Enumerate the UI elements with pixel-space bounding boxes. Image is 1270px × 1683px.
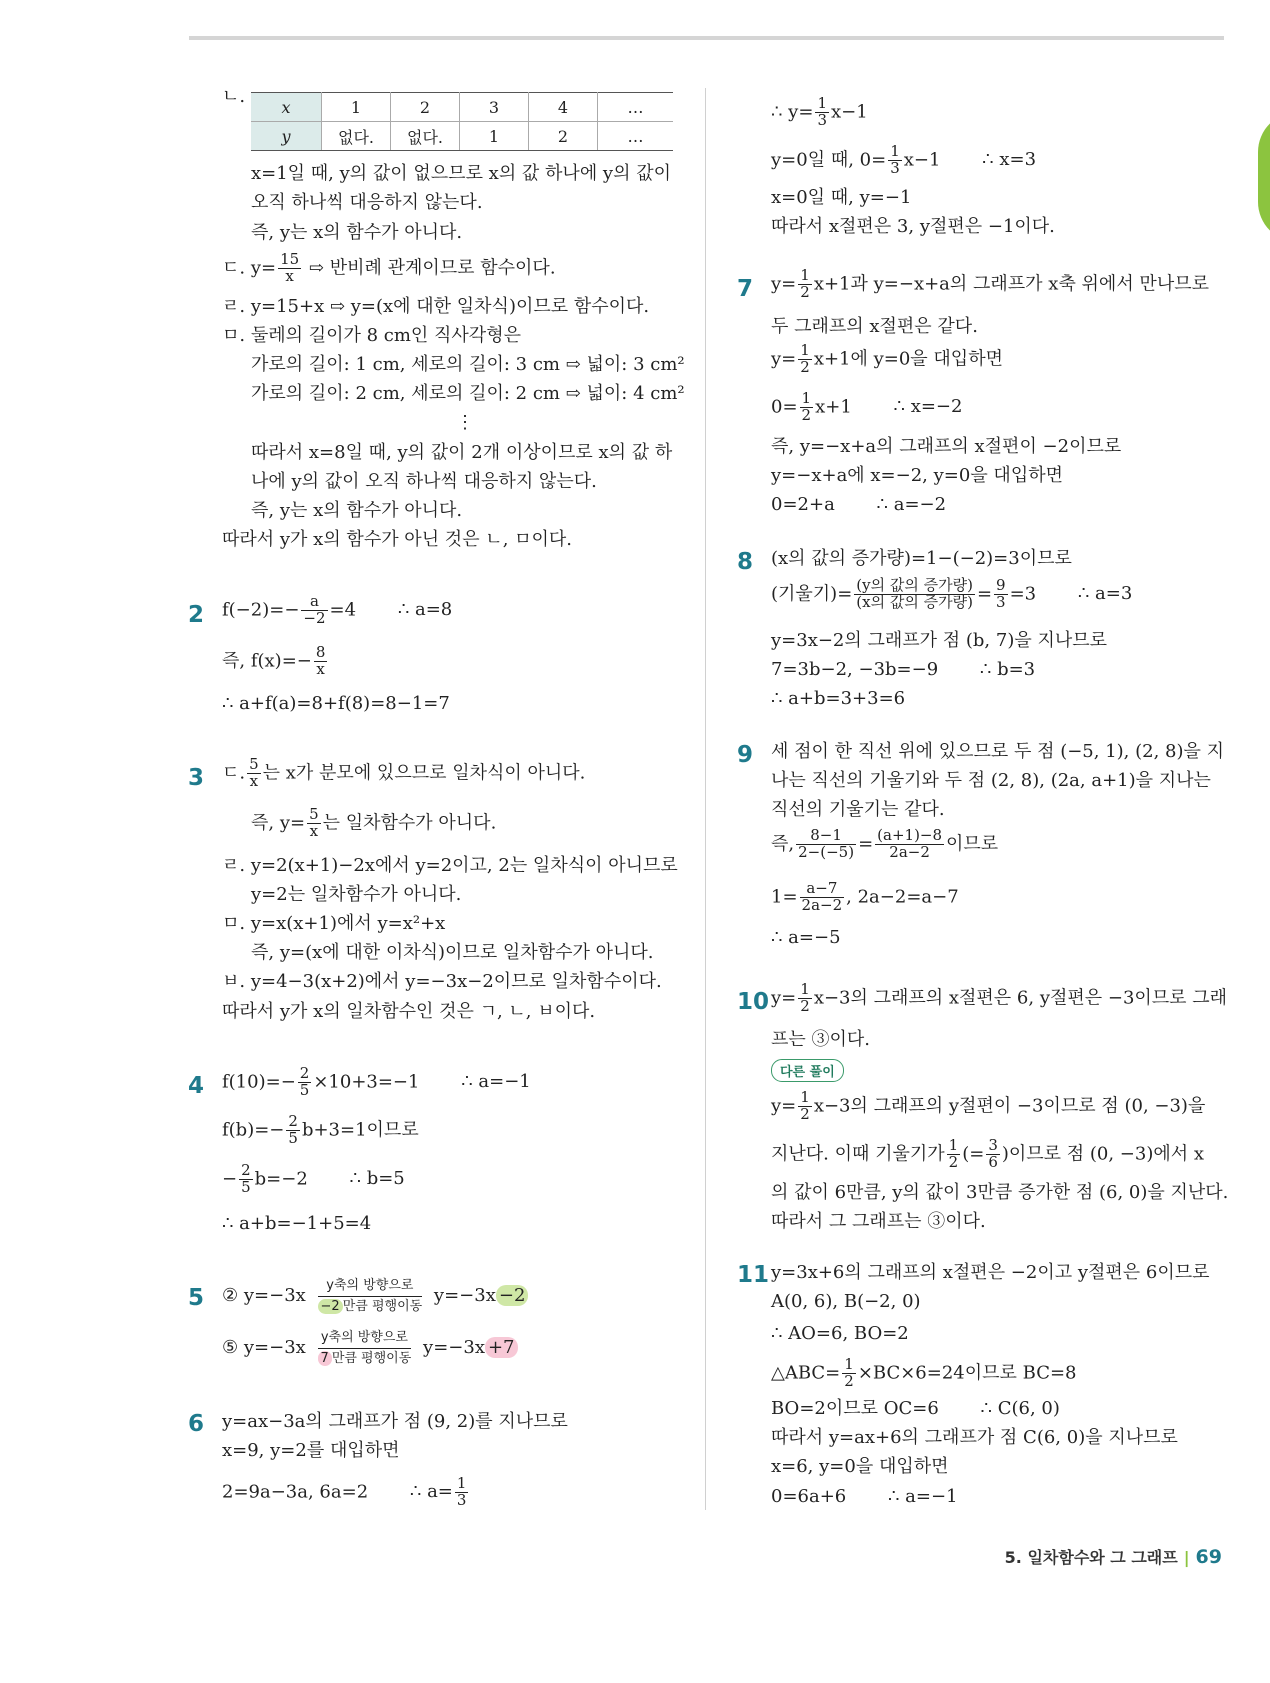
table-cell: … [598, 93, 674, 122]
text-span: , 2a−2=a−7 [846, 886, 959, 908]
numerator: 2 [241, 1161, 251, 1179]
text-line [771, 982, 1227, 1015]
numerator: 8−1 [796, 828, 856, 845]
text-line: ㄹ. y=2(x+1)−2x에서 y=2이고, 2는 일차식이 아니므로 [222, 855, 678, 876]
fraction [301, 594, 327, 627]
text-span: y=−3x [423, 1337, 485, 1359]
alt-solution-badge: 다른 풀이 [771, 1059, 844, 1082]
numerator: 1 [890, 142, 900, 160]
text-line: x=1일 때, y의 값이 없으므로 x의 값 하나에 y의 값이 [251, 163, 671, 184]
denominator: 2 [800, 282, 810, 301]
highlight: −2 [318, 1299, 343, 1314]
text-line: y=−x+a에 x=−2, y=0을 대입하면 [771, 465, 1063, 486]
text-line: 직선의 기울기는 같다. [771, 799, 945, 820]
text-line: y=ax−3a의 그래프가 점 (9, 2)를 지나므로 [222, 1411, 568, 1432]
denominator: 3 [817, 110, 827, 129]
text-line: (x의 값의 증가량)=1−(−2)=3이므로 [771, 548, 1072, 569]
table-cell: 없다. [322, 122, 391, 151]
problem-number: 5 [188, 1285, 205, 1311]
text-line [222, 594, 452, 627]
text-line [771, 881, 959, 914]
problem-number: 7 [737, 276, 754, 302]
text-span: y= [771, 348, 797, 370]
text-span: x−3의 그래프의 y절편이 −3이므로 점 (0, −3)을 [813, 1095, 1206, 1117]
text-line [771, 268, 1209, 301]
fraction [314, 645, 328, 678]
denominator: x [249, 771, 259, 790]
problem-number: 3 [188, 765, 205, 791]
text-span: ∴ C(6, 0) [980, 1398, 1060, 1419]
fraction [815, 96, 829, 129]
problem-number: 6 [188, 1411, 205, 1437]
text-span: ㄷ. [222, 762, 246, 784]
fraction [307, 807, 321, 840]
text-span: = [976, 583, 993, 605]
text-span: )이므로 점 (0, −3)에서 x [1001, 1143, 1205, 1165]
text-line: x=6, y=0을 대입하면 [771, 1456, 949, 1477]
text-line [771, 1357, 1077, 1390]
text-line: 나에 y의 값이 오직 하나씩 대응하지 않는다. [251, 471, 597, 492]
numerator: 1 [801, 389, 812, 407]
text-line: 즉, y=−x+a의 그래프의 x절편이 −2이므로 [771, 436, 1122, 457]
text-line: ∴ a=−5 [771, 927, 841, 948]
translation-row [222, 1330, 518, 1366]
fraction [994, 578, 1008, 611]
translation-arrow [318, 1330, 412, 1366]
fraction [947, 1138, 961, 1171]
text-line [771, 659, 1035, 681]
fraction [286, 1114, 300, 1147]
page-footer [1005, 1545, 1222, 1568]
arrow-line [318, 1348, 412, 1349]
denominator: 3 [456, 1490, 467, 1509]
text-line: ㄹ. y=15+x ⇨ y=(x에 대한 일차식)이므로 함수이다. [222, 296, 650, 317]
text-line: 즉, y는 x의 함수가 아니다. [251, 500, 463, 521]
table-cell: x [251, 93, 322, 122]
numerator: 9 [996, 576, 1006, 594]
text-line: 나는 직선의 기울기와 두 점 (2, 8), (2a, a+1)을 지나는 [771, 770, 1211, 791]
text-span: y= [771, 987, 797, 1009]
text-span: y= [771, 1095, 797, 1117]
text-span: ∴ a=−2 [876, 494, 947, 515]
denominator: x [316, 659, 325, 678]
numerator: 1 [800, 980, 810, 998]
text-span: x+1 [815, 396, 852, 418]
chapter-side-tab [1258, 112, 1270, 242]
item-label: ㄴ. [222, 86, 246, 107]
problem-number: 9 [737, 742, 754, 768]
fraction [247, 757, 261, 790]
table-cell: 없다. [391, 122, 460, 151]
fraction [800, 881, 845, 914]
chapter-title: 5. 일차함수와 그 그래프 [1004, 1548, 1178, 1567]
text-span: △ABC= [771, 1362, 841, 1384]
text-span: f(10)=− [222, 1071, 296, 1093]
text-span: y=−3x [433, 1285, 496, 1307]
denominator: 2 [800, 357, 810, 376]
text-line [771, 828, 998, 861]
text-line: ㅁ. y=x(x+1)에서 y=x²+x [222, 913, 446, 934]
text-span: 7=3b−2, −3b=−9 [771, 659, 939, 680]
text-line: 오직 하나씩 대응하지 않는다. [251, 192, 483, 213]
text-line [222, 757, 585, 790]
text-span: y=0일 때, 0= [771, 149, 887, 171]
text-line [222, 1163, 405, 1196]
fraction [278, 252, 301, 285]
problem-number: 11 [737, 1262, 770, 1288]
text-span: x+1에 y=0을 대입하면 [813, 348, 1003, 370]
text-line: 가로의 길이: 2 cm, 세로의 길이: 2 cm ⇨ 넓이: 4 cm² [251, 383, 685, 404]
text-line: y=3x−2의 그래프가 점 (b, 7)을 지나므로 [771, 630, 1108, 651]
text-line: 따라서 x=8일 때, y의 값이 2개 이상이므로 x의 값 하 [251, 442, 673, 463]
denominator: 2 [948, 1152, 959, 1171]
text-span: =4 [329, 599, 357, 621]
xy-table [251, 92, 673, 151]
text-line [771, 391, 962, 424]
text-line: 세 점이 한 직선 위에 있으므로 두 점 (−5, 1), (2, 8)을 지 [771, 741, 1225, 762]
fraction [986, 1138, 1000, 1171]
problem-number: 10 [737, 989, 770, 1015]
table-cell: 4 [529, 93, 598, 122]
fraction [888, 144, 902, 177]
text-span: y= [771, 273, 797, 295]
text-line: ∴ a+f(a)=8+f(8)=8−1=7 [222, 693, 450, 714]
text-line [222, 1066, 531, 1099]
numerator: 1 [800, 341, 810, 359]
text-span: ∴ a=−1 [461, 1071, 531, 1093]
table-cell: 3 [460, 93, 529, 122]
table-cell: y [251, 122, 322, 151]
numerator: 3 [988, 1136, 998, 1154]
text-span: 즉, f(x)=− [222, 650, 312, 672]
numerator: 1 [844, 1355, 854, 1373]
text-span: 이므로 [946, 833, 999, 855]
text-span: ㄷ. y= [222, 257, 277, 279]
numerator: (a+1)−8 [877, 826, 943, 844]
text-span: 0= [771, 396, 798, 418]
denominator: 2a−2 [801, 895, 843, 914]
text-span: ×BC×6=24이므로 BC=8 [857, 1362, 1077, 1384]
text-span: 0=2+a [771, 494, 835, 515]
text-span: ∴ a=−1 [888, 1486, 958, 1507]
text-line: ∴ a+b=−1+5=4 [222, 1213, 372, 1234]
numerator: a−7 [800, 881, 845, 898]
table-cell: 1 [460, 122, 529, 151]
translation-arrow [318, 1278, 423, 1314]
text-span: x−1 [830, 101, 868, 123]
numerator: 1 [817, 94, 827, 112]
problem-number: 8 [737, 549, 754, 575]
fraction [239, 1163, 253, 1196]
text-line [222, 645, 329, 678]
denominator: 2a−2 [889, 842, 930, 861]
fraction [796, 828, 856, 861]
text-span: BO=2이므로 OC=6 [771, 1398, 939, 1419]
table-cell: 2 [391, 93, 460, 122]
highlight: +7 [485, 1337, 518, 1358]
denominator: 2 [801, 405, 812, 424]
text-line: y=3x+6의 그래프의 x절편은 −2이고 y절편은 6이므로 [771, 1262, 1210, 1283]
arrow-line [318, 1296, 423, 1297]
numerator: 2 [299, 1064, 310, 1082]
fraction [875, 828, 944, 861]
text-span: ② y=−3x [222, 1285, 306, 1307]
page-number: 69 [1195, 1546, 1222, 1568]
numerator: 1 [800, 1088, 810, 1106]
text-line [771, 343, 1003, 376]
text-span: ∴ b=3 [979, 659, 1036, 680]
text-span: x−3의 그래프의 x절편은 6, y절편은 −3이므로 그래 [813, 987, 1228, 1009]
text-span: =3 [1009, 583, 1037, 605]
text-span: = [858, 833, 874, 855]
text-span: x−1 [903, 149, 941, 171]
text-line: 즉, y=(x에 대한 이차식)이므로 일차함수가 아니다. [251, 942, 654, 963]
text-span: ⇨ 반비례 관계이므로 함수이다. [308, 257, 556, 279]
numerator: 8 [315, 643, 326, 661]
denominator: 3 [996, 592, 1006, 611]
text-span: ∴ b=5 [349, 1168, 405, 1190]
arrow-label-top: y축의 방향으로 [320, 1330, 408, 1345]
fraction [455, 1476, 469, 1509]
text-span: 지난다. 이때 기울기가 [771, 1143, 945, 1165]
text-span: 만큼 평행이동 [342, 1298, 423, 1314]
text-line: ㅁ. 둘레의 길이가 8 cm인 직사각형은 [222, 325, 521, 346]
highlight: 7 [318, 1351, 332, 1366]
denominator: 5 [288, 1128, 298, 1147]
text-line [771, 1398, 1060, 1420]
footer-separator: | [1183, 1548, 1190, 1567]
text-line [771, 578, 1132, 611]
text-span: ∴ x=−2 [893, 396, 963, 418]
denominator: 2 [800, 996, 810, 1015]
text-line [771, 96, 868, 129]
text-span: ∴ a= [409, 1481, 453, 1503]
table-cell: 1 [322, 93, 391, 122]
fraction [798, 982, 812, 1015]
text-span: ∴ x=3 [982, 149, 1037, 171]
text-span: 만큼 평행이동 [331, 1350, 412, 1366]
text-line [222, 252, 556, 285]
top-rule [189, 36, 1224, 40]
text-line [771, 1138, 1204, 1171]
text-line: 두 그래프의 x절편은 같다. [771, 316, 978, 337]
arrow-label-bottom [318, 1351, 412, 1367]
denominator: 5 [241, 1177, 251, 1196]
denominator: 3 [890, 158, 900, 177]
table-row [251, 122, 673, 151]
text-line [771, 1090, 1205, 1123]
highlight: −2 [496, 1285, 529, 1306]
numerator: 15 [280, 250, 300, 268]
table-cell: 2 [529, 122, 598, 151]
text-span: 1= [771, 886, 798, 908]
text-line [222, 1114, 419, 1147]
text-line: 프는 ③이다. [771, 1029, 870, 1050]
column-divider [705, 88, 706, 1510]
arrow-label-top: y축의 방향으로 [326, 1278, 414, 1293]
text-line: 따라서 x절편은 3, y절편은 −1이다. [771, 216, 1055, 237]
fraction [800, 391, 814, 424]
numerator: 1 [800, 266, 810, 284]
fraction [798, 268, 812, 301]
text-line [222, 1476, 470, 1509]
text-line: 즉, y는 x의 함수가 아니다. [251, 222, 463, 243]
text-span: − [222, 1168, 238, 1190]
text-line: 따라서 y=ax+6의 그래프가 점 C(6, 0)을 지나므로 [771, 1427, 1178, 1448]
text-span: 는 x가 분모에 있으므로 일차식이 아니다. [262, 762, 586, 784]
text-span: 는 일차함수가 아니다. [322, 812, 497, 834]
text-span: ×10+3=−1 [313, 1071, 420, 1093]
text-line [771, 144, 1036, 177]
text-span: f(−2)=− [222, 599, 300, 621]
translation-row [222, 1278, 528, 1314]
numerator: 1 [456, 1474, 467, 1492]
table-cell: … [598, 122, 674, 151]
denominator: 2 [800, 1104, 810, 1123]
numerator: 5 [309, 805, 319, 823]
arrow-label-bottom [318, 1299, 423, 1315]
text-line: A(0, 6), B(−2, 0) [771, 1291, 921, 1312]
denominator: 5 [299, 1080, 310, 1099]
problem-number: 2 [188, 602, 205, 628]
denominator: x [309, 821, 319, 840]
text-span: ∴ a=3 [1077, 583, 1133, 605]
denominator: 2−(−5) [798, 842, 855, 861]
denominator: x [285, 266, 294, 285]
denominator: −2 [303, 608, 326, 627]
denominator: 2 [844, 1371, 854, 1390]
text-line: ∴ a+b=3+3=6 [771, 688, 906, 709]
numerator: a [301, 594, 327, 611]
vertical-ellipsis: ⋮ [456, 412, 474, 433]
table-row [251, 93, 673, 122]
text-span: (기울기)= [771, 583, 853, 605]
text-line: 따라서 그 그래프는 ③이다. [771, 1211, 986, 1232]
text-line: ㅂ. y=4−3(x+2)에서 y=−3x−2이므로 일차함수이다. [222, 971, 662, 992]
text-span: ∴ a=8 [397, 599, 453, 621]
numerator: (y의 값의 증가량) [856, 576, 973, 594]
numerator: 1 [948, 1136, 959, 1154]
text-line: x=0일 때, y=−1 [771, 187, 912, 208]
fraction [798, 343, 812, 376]
problem-number: 4 [188, 1073, 205, 1099]
fraction [298, 1066, 312, 1099]
text-line [771, 1486, 958, 1508]
text-span: 즉, y= [251, 812, 306, 834]
text-span: 즉, [771, 833, 795, 855]
text-line: ∴ AO=6, BO=2 [771, 1323, 909, 1344]
text-line: x=9, y=2를 대입하면 [222, 1440, 400, 1461]
text-span: 0=6a+6 [771, 1486, 847, 1507]
text-span: ⑤ y=−3x [222, 1337, 306, 1359]
text-line: 의 값이 6만큼, y의 값이 3만큼 증가한 점 (6, 0)을 지난다. [771, 1182, 1229, 1203]
text-span: f(b)=− [222, 1119, 285, 1141]
text-line [251, 807, 496, 840]
denominator: (x의 값의 증가량) [856, 592, 973, 611]
text-span: (= [962, 1143, 985, 1165]
text-span: b+3=1이므로 [301, 1119, 419, 1141]
text-span: x+1과 y=−x+a의 그래프가 x축 위에서 만나므로 [813, 273, 1209, 295]
text-line: 가로의 길이: 1 cm, 세로의 길이: 3 cm ⇨ 넓이: 3 cm² [251, 354, 685, 375]
fraction [842, 1357, 856, 1390]
numerator: 2 [288, 1112, 298, 1130]
text-span: ∴ y= [771, 101, 814, 123]
denominator: 6 [988, 1152, 998, 1171]
fraction [798, 1090, 812, 1123]
text-span: b=−2 [254, 1168, 308, 1190]
text-line: 따라서 y가 x의 일차함수인 것은 ㄱ, ㄴ, ㅂ이다. [222, 1001, 596, 1022]
fraction [854, 578, 975, 611]
text-span: 2=9a−3a, 6a=2 [222, 1481, 369, 1503]
numerator: 5 [249, 755, 259, 773]
text-line [771, 494, 946, 516]
text-line: y=2는 일차함수가 아니다. [251, 884, 462, 905]
text-line: 따라서 y가 x의 함수가 아닌 것은 ㄴ, ㅁ이다. [222, 529, 573, 550]
